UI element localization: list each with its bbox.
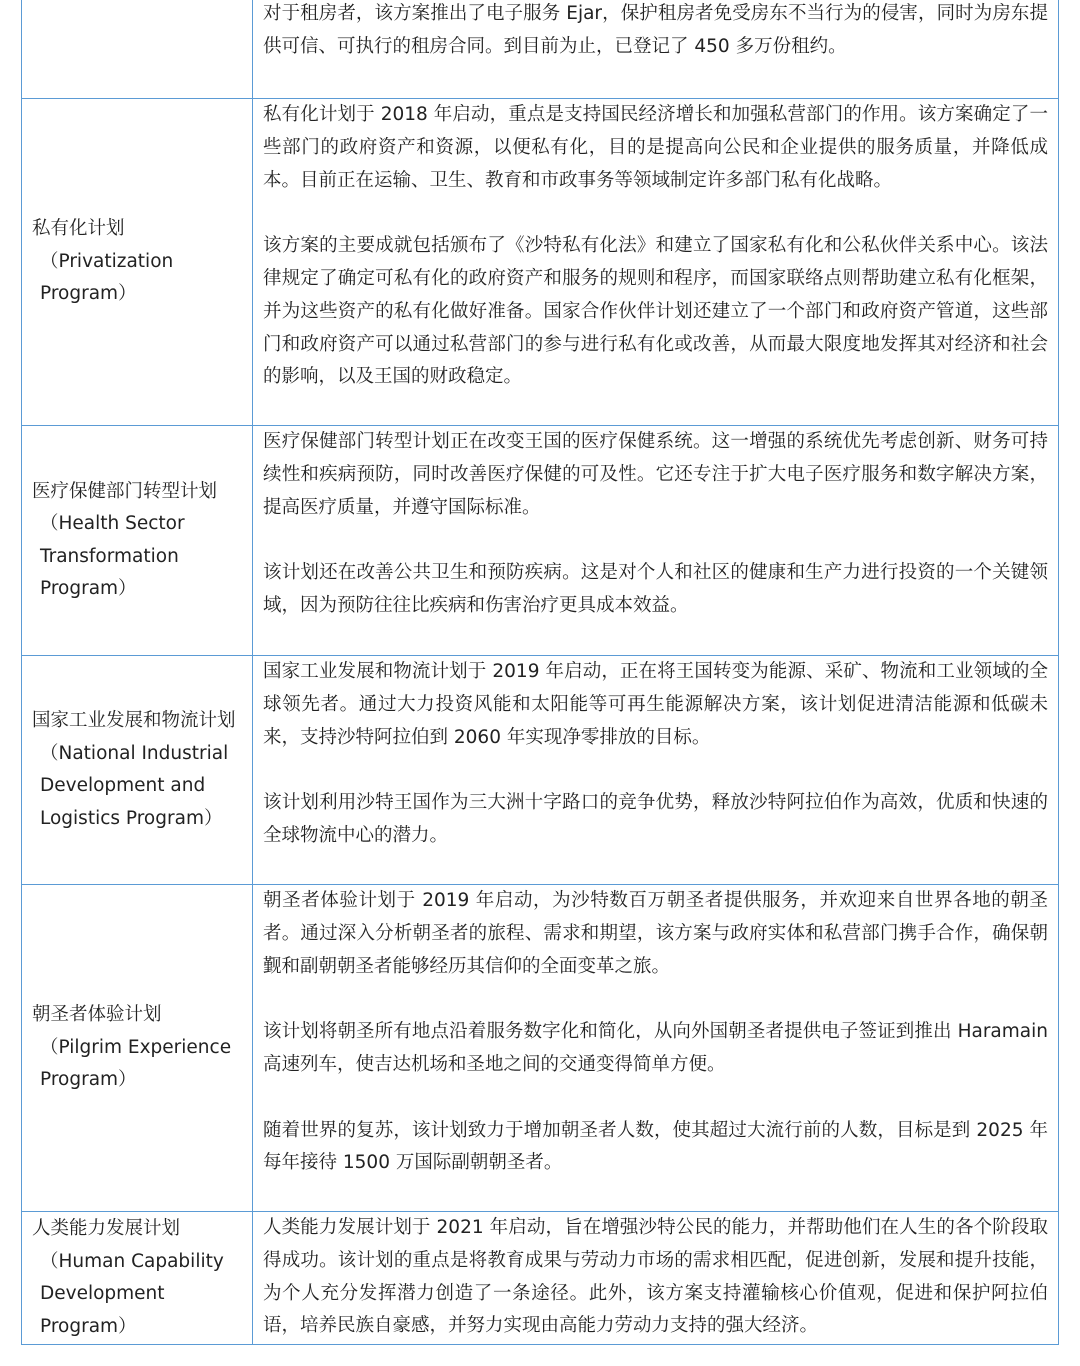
program-description-cell: [253, 885, 1058, 1211]
description-paragraph: 人类能力发展计划于 2021 年启动，旨在增强沙特公民的能力，并帮助他们在人生的各个阶段取得成功。该计划的重点是将教育成果与劳动力市场的需求相匹配，促进创新，发展和提升技能，为个人充分发挥潜力创造了一条途径。此外，该方案支持灌输核心价值观，促进和保护阿拉伯语，培养民族自豪感，并努力实现由高能力劳动力支持的强大经济。: [263, 1217, 1048, 1337]
description-paragraph: 医疗保健部门转型计划正在改变王国的医疗保健系统。这一增强的系统优先考虑创新、财务可持续性和疾病预防，同时改善医疗保健的可及性。它还专注于扩大电子医疗服务和数字解决方案，提高医疗质量，并遵守国际标准。: [263, 431, 1048, 518]
table-row: [21, 1212, 1059, 1345]
description-paragraph: 朝圣者体验计划于 2019 年启动，为沙特数百万朝圣者提供服务，并欢迎来自世界各地的朝圣者。通过深入分析朝圣者的旅程、需求和期望，该方案与政府实体和私营部门携手合作，确保朝觐和副朝朝圣者能够经历其信仰的全面变革之旅。: [263, 890, 1048, 977]
program-name-zh: 人类能力发展计划: [32, 1218, 181, 1239]
program-name: [32, 999, 244, 1097]
program-name-en: （Pilgrim Experience Program）: [40, 1036, 232, 1091]
description-paragraph: 该方案的主要成就包括颁布了《沙特私有化法》和建立了国家私有化和公私伙伴关系中心。该法律规定了确定可私有化的政府资产和服务的规则和程序，而国家联络点则帮助建立私有化框架，并为这些资产的私有化做好准备。国家合作伙伴计划还建立了一个部门和政府资产管道，这些部门和政府资产可以通过私营部门的参与进行私有化或改善，从而最大限度地发挥其对经济和社会的影响，以及王国的财政稳定。: [263, 235, 1048, 388]
program-description-cell: [253, 1212, 1058, 1344]
description-paragraph: 该计划将朝圣所有地点沿着服务数字化和简化，从向外国朝圣者提供电子签证到推出 Haramain 高速列车，使吉达机场和圣地之间的交通变得简单方便。: [263, 1021, 1048, 1075]
program-description-cell: [253, 99, 1058, 425]
program-name: [32, 476, 244, 606]
program-name-cell: [22, 885, 253, 1211]
program-description-cell: [253, 426, 1058, 655]
program-description-cell: [253, 656, 1058, 884]
description-paragraph: 私有化计划于 2018 年启动，重点是支持国民经济增长和加强私营部门的作用。该方案确定了一些部门的政府资产和资源，以便私有化，目的是提高向公民和企业提供的服务质量，并降低成本。目前正在运输、卫生、教育和市政事务等领域制定许多部门私有化战略。: [263, 104, 1048, 191]
program-name: [32, 213, 244, 311]
table-row: [21, 0, 1059, 99]
program-name-en: （Privatization Program）: [40, 250, 174, 305]
program-name-cell: [22, 0, 253, 98]
description-paragraph: 随着世界的复苏，该计划致力于增加朝圣者人数，使其超过大流行前的人数，目标是到 2025 年每年接待 1500 万国际副朝朝圣者。: [263, 1119, 1048, 1174]
program-name-cell: [22, 426, 253, 655]
programs-table: [21, 0, 1059, 1345]
description-paragraph: 该计划利用沙特王国作为三大洲十字路口的竞争优势，释放沙特阿拉伯作为高效，优质和快速的全球物流中心的潜力。: [263, 792, 1048, 846]
program-name: [32, 705, 244, 835]
program-name-zh: 医疗保健部门转型计划: [32, 480, 218, 502]
program-name-cell: [22, 1212, 253, 1344]
description-paragraph: 对于租房者，该方案推出了电子服务 Ejar，保护租房者免受房东不当行为的侵害，同时为房东提供可信、可执行的租房合同。到目前为止，已登记了 450 多万份租约。: [263, 3, 1048, 57]
table-row: [21, 885, 1059, 1212]
program-name-zh: 私有化计划: [32, 218, 125, 240]
program-name: [32, 1213, 244, 1343]
table-row: [21, 426, 1059, 656]
program-description-cell: [253, 0, 1058, 98]
program-name-zh: 国家工业发展和物流计划: [32, 710, 236, 731]
program-name-en: （Human Capability Development Program）: [40, 1250, 224, 1337]
program-name-cell: [22, 656, 253, 884]
program-name-en: （National Industrial Development and Logistics Program）: [40, 742, 229, 829]
program-name-zh: 朝圣者体验计划: [32, 1004, 162, 1026]
program-name-cell: [22, 99, 253, 425]
description-paragraph: 国家工业发展和物流计划于 2019 年启动，正在将王国转变为能源、采矿、物流和工业领域的全球领先者。通过大力投资风能和太阳能等可再生能源解决方案，该计划促进清洁能源和低碳未来，支持沙特阿拉伯到 2060 年实现净零排放的目标。: [263, 661, 1048, 748]
table-row: [21, 99, 1059, 426]
description-paragraph: 该计划还在改善公共卫生和预防疾病。这是对个人和社区的健康和生产力进行投资的一个关键领域，因为预防往往比疾病和伤害治疗更具成本效益。: [263, 562, 1048, 616]
table-row: [21, 656, 1059, 885]
program-name-en: （Health Sector Transformation Program）: [40, 513, 185, 599]
